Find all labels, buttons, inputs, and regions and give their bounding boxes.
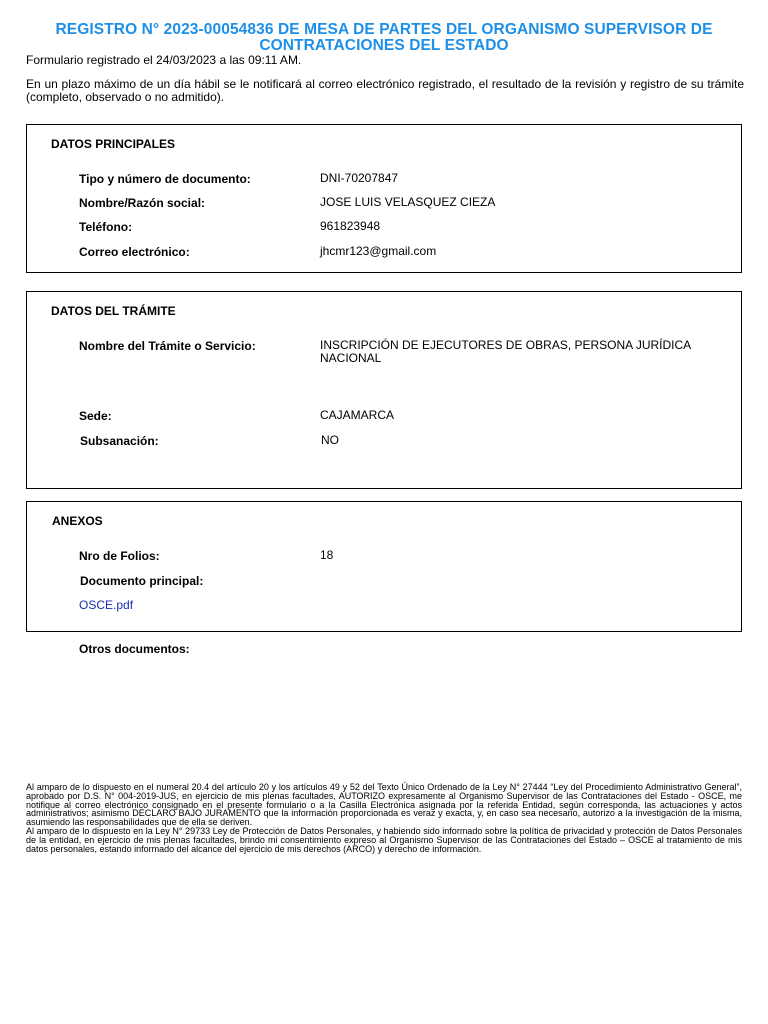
registration-date: Formulario registrado el 24/03/2023 a las 09:11 AM. <box>26 53 302 67</box>
doc-principal-link[interactable]: OSCE.pdf <box>79 598 134 612</box>
legal-paragraph-2: Al amparo de lo dispuesto en la Ley N° 29733 Ley de Protección de Datos Personales, y habiendo sido informado sobre la política de privacidad y protección de Datos Personales de la entidad, en ejercicio de mis plenas facultades, brindo mi consentimiento expreso al Organismo Supervisor de las Contrataciones del Estado – OSCE al tratamiento de mis datos personales, estando informado del alcance del ejercicio de mis derechos (ARCO) y derecho de información. <box>26 825 742 854</box>
doc-label: Tipo y número de documento: <box>79 172 251 186</box>
section-title: ANEXOS <box>52 514 103 528</box>
phone-label: Teléfono: <box>79 220 133 234</box>
sede-value: CAJAMARCA <box>320 408 395 422</box>
datos-tramite-section <box>26 291 742 489</box>
datos-principales-section <box>26 124 742 273</box>
sede-label: Sede: <box>79 409 112 423</box>
folios-value: 18 <box>320 548 334 562</box>
tramite-value: INSCRIPCIÓN DE EJECUTORES DE OBRAS, PERSONA JURÍDICA NACIONAL <box>320 338 691 365</box>
section-title: DATOS PRINCIPALES <box>51 137 176 151</box>
anexos-section <box>26 501 742 632</box>
phone-value: 961823948 <box>320 219 381 233</box>
legal-disclaimer <box>26 783 742 853</box>
page-title: REGISTRO N° 2023-00054836 DE MESA DE PARTES DEL ORGANISMO SUPERVISOR DE CONTRATACIONES DEL ESTADO <box>55 21 713 54</box>
section-title: DATOS DEL TRÁMITE <box>51 304 176 318</box>
folios-label: Nro de Folios: <box>79 549 160 563</box>
doc-value: DNI-70207847 <box>320 171 399 185</box>
email-label: Correo electrónico: <box>79 245 190 259</box>
doc-principal-label: Documento principal: <box>80 574 204 588</box>
subsanacion-label: Subsanación: <box>80 434 159 448</box>
otros-documentos-label: Otros documentos: <box>79 642 190 656</box>
email-value: jhcmr123@gmail.com <box>320 244 437 258</box>
name-label: Nombre/Razón social: <box>79 196 206 210</box>
subsanacion-value: NO <box>321 433 339 447</box>
name-value: JOSE LUIS VELASQUEZ CIEZA <box>320 195 496 209</box>
notice-text: En un plazo máximo de un día hábil se le notificará al correo electrónico registrado, el resultado de la revisión y registro de su trámite (completo, observado o no admitido). <box>26 77 744 104</box>
tramite-label: Nombre del Trámite o Servicio: <box>79 339 256 353</box>
legal-paragraph-1: Al amparo de lo dispuesto en el numeral 20.4 del artículo 20 y los artículos 49 y 52 del Texto Único Ordenado de la Ley N° 27444 “Ley del Procedimiento Administrativo General”, aprobado por D.S. N° 004-2019-JUS, en ejercicio de mis plenas facultades, AUTORIZO expresamente al Organismo Supervisor de las Contrataciones del Estado - OSCE, me notifique al correo electrónico consignado en el presente formulario o a la Casilla Electrónica asignada por la referida Entidad, según corresponda, las actuaciones y actos administrativos; asimismo DECLARO BAJO JURAMENTO que la información proporcionada es veraz y exacta, y, en caso sea necesario, autorizo a la investigación de la misma, asumiendo las responsabilidades que de ella se deriven. <box>26 782 742 828</box>
